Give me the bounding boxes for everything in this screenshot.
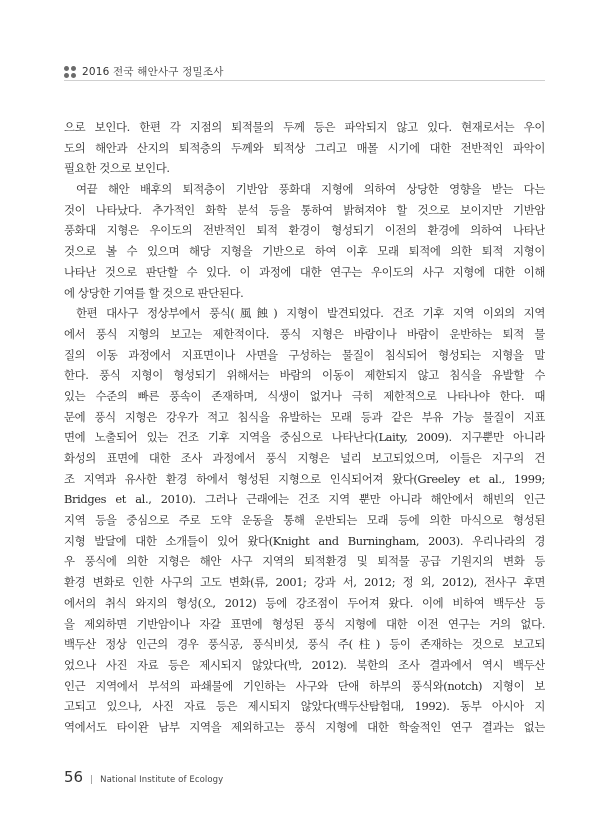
text-line: 조 지역과 유사한 환경 하에서 형성된 지형으로 인식되어져 왔다(Greeley et al., 1999; [64,471,545,486]
text-line: 고되고 있으나, 사진 자료 등은 제시되지 않았다(백두산탐험대, 1992). 동부 아시아 지 [64,699,545,714]
text-line: 우 풍식에 의한 지형은 해안 사구 지역의 퇴적환경 및 퇴적물 공급 기원지의 변화 등 [64,554,545,569]
text-line: 화성의 표면에 대한 조사 과정에서 풍식 지형은 널리 보고되었으며, 이들은 지구의 건 [64,451,545,465]
text-line: 으로 보인다. 한편 각 지점의 퇴적물의 두께 등은 파악되지 않고 있다. 현재로서는 우이 [64,120,545,134]
text-line: Bridges et al., 2010). 그러나 근래에는 건조 지역 뿐만 아니라 해안에서 해빈의 인근 [64,492,545,507]
header-divider [64,80,545,81]
text-line: 인근 지역에서 부석의 파쇄물에 기인하는 사구와 단애 하부의 풍식와(notch) 지형이 보 [64,678,545,693]
text-line: 지역 등을 중심으로 주로 도약 운동을 통해 운반되는 모래 등에 의한 마식으로 형성된 [64,513,545,528]
text-line: 것으로 볼 수 있으며 해당 지형을 기반으로 하여 이후 모래 퇴적에 의한 퇴적 지형이 [64,244,545,259]
text-line: 면에 노출되어 있는 건조 기후 지역을 중심으로 나타난다(Laity, 2009). 지구뿐만 아니라 [64,430,545,445]
text-line: 질의 이동 과정에서 지표면이나 사면을 구성하는 물질이 침식되어 형성되는 지형을 말 [64,347,545,362]
footer-organization: National Institute of Ecology [100,775,224,785]
running-header [64,64,224,79]
header-title: 2016 전국 해안사구 정밀조사 [82,66,224,78]
text-line: 있는 수준의 빠른 풍속이 존재하며, 식생이 없거나 극히 제한적으로 나타나야 한다. 때 [64,388,545,403]
text-line: 한편 대사구 정상부에서 풍식(風蝕) 지형이 발견되었다. 건조 기후 지역 이외의 지역 [76,306,545,321]
text-line: 필요한 것으로 보인다. [64,161,170,176]
text-line: 역에서도 타이완 남부 지역을 제외하고는 풍식 지형에 대한 학술적인 연구 결과는 없는 [64,719,545,734]
text-line: 에서의 취식 와지의 형성(오, 2012) 등에 강조점이 두어져 왔다. 이에 비하여 백두산 등 [64,595,545,610]
text-line: 에 상당한 기여를 할 것으로 판단된다. [64,285,244,300]
text-line: 을 제외하면 기반암이나 자갈 표면에 형성된 풍식 지형에 대한 이전 연구는 거의 없다. [64,616,545,631]
footer-separator: | [90,775,94,785]
text-line: 풍화대 지형은 우이도의 전반적인 퇴적 환경이 형성되기 이전의 환경에 의하여 나타난 [64,223,545,238]
text-line: 나타난 것으로 판단할 수 있다. 이 과정에 대한 연구는 우이도의 사구 지형에 대한 이해 [64,264,545,279]
text-line: 에서 풍식 지형의 보고는 제한적이다. 풍식 지형은 바람이나 바람이 운반하는 퇴적 물 [64,326,545,341]
text-line: 지형 발달에 대한 소개들이 있어 왔다(Knight and Burningham, 2003). 우리나라의 경 [64,533,545,548]
text-line: 여끝 해안 배후의 퇴적층이 기반암 풍화대 지형에 의하여 상당한 영향을 받는 다는 [76,182,545,197]
page-number: 56 [64,768,84,786]
text-line: 것이 나타났다. 추가적인 화학 분석 등을 통하여 밝혀져야 할 것으로 보이지만 기반암 [64,202,545,217]
text-line: 문에 풍식 지형은 강우가 적고 침식을 유발하는 모래 등과 같은 부유 가능 물질이 지표 [64,409,545,424]
text-line: 었으나 사진 자료 등은 제시되지 않았다(박, 2012). 북한의 조사 결과에서 역시 백두산 [64,657,545,672]
text-line: 도의 해안과 산지의 퇴적층의 두께와 퇴적상 그리고 매몰 시기에 대한 전반적인 파악이 [64,140,545,155]
text-line: 환경 변화로 인한 사구의 고도 변화(류, 2001; 강과 서, 2012; 정 외, 2012), 전사구 후면 [64,575,545,590]
text-line: 백두산 정상 인근의 경우 풍식공, 풍식비섯, 풍식 주(柱) 등이 존재하는 것으로 보고되 [64,637,545,652]
text-line: 한다. 풍식 지형이 형성되기 위해서는 바람의 이동이 제한되지 않고 침식을 유발할 수 [64,368,545,383]
bullet-dots-icon [64,66,76,78]
body-text [64,117,545,738]
page-footer [64,768,223,786]
